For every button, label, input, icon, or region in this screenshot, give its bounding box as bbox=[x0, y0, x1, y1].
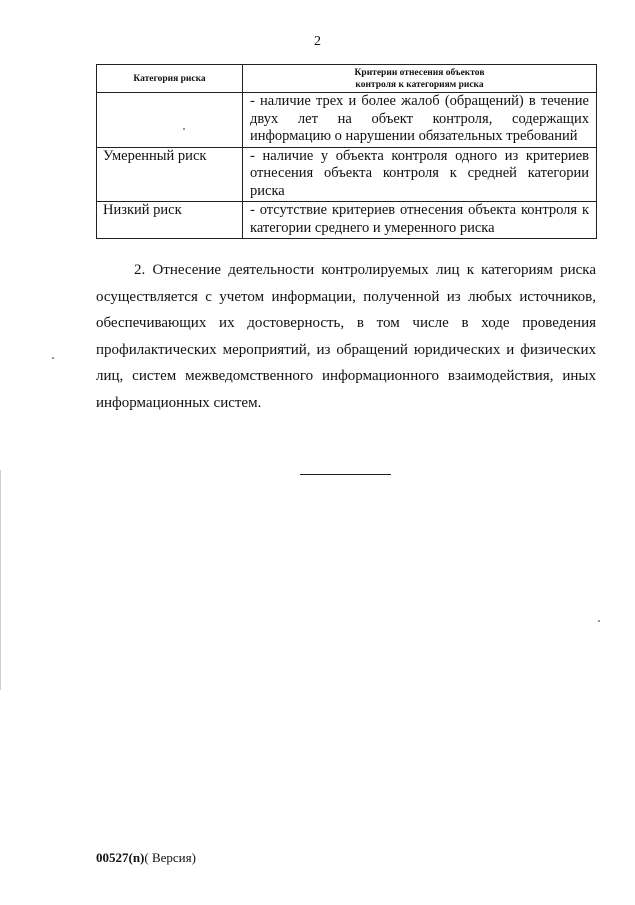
row-criteria: - наличие трех и более жалоб (обращений) в течение двух лет на объект контроля, содержащих информацию о нарушении обязательных требований bbox=[243, 93, 597, 148]
row-category: Умеренный риск bbox=[97, 147, 243, 202]
scan-speck bbox=[598, 620, 600, 622]
footer-code: 00527(n) bbox=[96, 850, 145, 865]
header-criteria bbox=[243, 65, 597, 93]
table-row bbox=[97, 93, 597, 148]
page-number: 2 bbox=[314, 34, 321, 49]
risk-category-table bbox=[96, 64, 597, 239]
footer-document-code bbox=[96, 850, 196, 866]
header-category: Категория риска bbox=[97, 65, 243, 93]
row-criteria: - отсутствие критериев отнесения объекта контроля к категории среднего и умеренного риска bbox=[243, 202, 597, 239]
scan-speck bbox=[52, 357, 54, 359]
table-row bbox=[97, 202, 597, 239]
table-row bbox=[97, 147, 597, 202]
header-criteria-line1: Критерии отнесения объектов bbox=[354, 67, 485, 78]
scan-edge-mark bbox=[0, 470, 1, 690]
end-divider-line bbox=[300, 474, 391, 475]
row-category bbox=[97, 93, 243, 148]
body-paragraph: 2. Отнесение деятельности контролируемых лиц к категориям риска осуществляется с учетом информации, полученной из любых источников, обеспечивающих их достоверность, в том числе в ходе проведения профилактических мероприятий, из обращений юридических и физических лиц, систем межведомственного информационного взаимодействия, иных информационных систем. bbox=[96, 262, 596, 411]
header-criteria-line2: контроля к категориям риска bbox=[355, 79, 484, 90]
row-category: Низкий риск bbox=[97, 202, 243, 239]
table-header-row bbox=[97, 65, 597, 93]
row-criteria: - наличие у объекта контроля одного из критериев отнесения объекта контроля к средней категории риска bbox=[243, 147, 597, 202]
footer-version: ( Версия) bbox=[144, 850, 196, 865]
scan-speck bbox=[183, 128, 185, 130]
